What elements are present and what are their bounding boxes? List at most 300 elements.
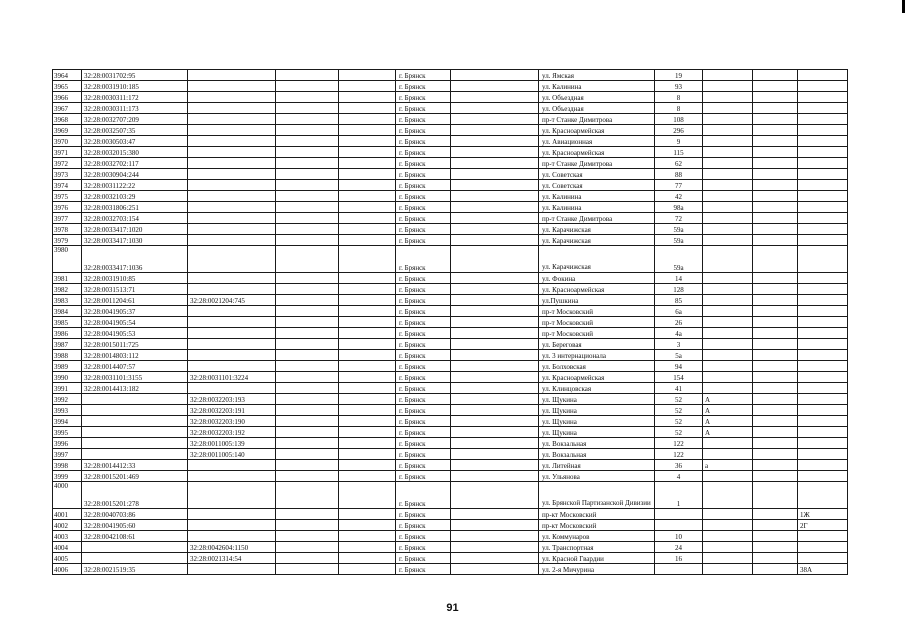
street-cell: пр-т Московский xyxy=(539,328,655,339)
street-cell: ул. Фокина xyxy=(539,273,655,284)
cadastral-number: 32:28:0033417:1030 xyxy=(82,235,188,246)
cadastral-number xyxy=(82,416,188,427)
cadastral-number xyxy=(82,427,188,438)
record-number: 3984 xyxy=(53,306,82,317)
city-cell: г. Брянск xyxy=(396,361,451,372)
empty-cell xyxy=(451,520,539,531)
city-cell: г. Брянск xyxy=(396,306,451,317)
empty-cell xyxy=(339,213,396,224)
related-cadastral-number xyxy=(188,520,276,531)
empty-cell xyxy=(339,202,396,213)
city-cell: г. Брянск xyxy=(396,542,451,553)
table-row xyxy=(53,70,848,81)
empty-cell xyxy=(753,136,798,147)
related-cadastral-number xyxy=(188,273,276,284)
house-letter-cell xyxy=(703,158,753,169)
city-cell: г. Брянск xyxy=(396,213,451,224)
city-cell: г. Брянск xyxy=(396,136,451,147)
table-row xyxy=(53,202,848,213)
city-cell: г. Брянск xyxy=(396,339,451,350)
cadastral-number: 32:28:0033417:1020 xyxy=(82,224,188,235)
empty-cell xyxy=(276,405,339,416)
record-number: 3998 xyxy=(53,460,82,471)
empty-cell xyxy=(753,235,798,246)
empty-cell xyxy=(753,180,798,191)
record-number: 3982 xyxy=(53,284,82,295)
house-letter-cell xyxy=(703,273,753,284)
related-cadastral-number xyxy=(188,180,276,191)
street-cell: ул.Пушкина xyxy=(539,295,655,306)
street-cell: ул. Коммунаров xyxy=(539,531,655,542)
street-cell: ул. Авиационная xyxy=(539,136,655,147)
house-letter-cell xyxy=(703,202,753,213)
house-number-cell: 6а xyxy=(655,306,703,317)
empty-cell xyxy=(451,460,539,471)
record-number: 3979 xyxy=(53,235,82,246)
table-row xyxy=(53,246,848,273)
related-cadastral-number xyxy=(188,531,276,542)
record-number: 4000 xyxy=(53,482,82,509)
house-letter-cell: а xyxy=(703,460,753,471)
empty-cell xyxy=(753,114,798,125)
house-number-cell: 9 xyxy=(655,136,703,147)
table-row xyxy=(53,460,848,471)
cadastral-number: 32:28:0021519:35 xyxy=(82,564,188,575)
page-number: 91 xyxy=(446,602,459,614)
empty-cell xyxy=(276,564,339,575)
table-row xyxy=(53,361,848,372)
empty-cell xyxy=(339,350,396,361)
street-cell: пр-кт Московский xyxy=(539,509,655,520)
record-number: 3970 xyxy=(53,136,82,147)
empty-cell xyxy=(753,394,798,405)
empty-cell xyxy=(753,246,798,273)
cadastral-number: 32:28:0030311:172 xyxy=(82,92,188,103)
table-row xyxy=(53,180,848,191)
city-cell: г. Брянск xyxy=(396,180,451,191)
street-cell: пр-т Станке Димитрова xyxy=(539,114,655,125)
city-cell: г. Брянск xyxy=(396,147,451,158)
empty-cell xyxy=(753,471,798,482)
related-cadastral-number xyxy=(188,169,276,180)
building-cell xyxy=(798,81,848,92)
cadastral-number xyxy=(82,449,188,460)
empty-cell xyxy=(451,295,539,306)
empty-cell xyxy=(276,70,339,81)
empty-cell xyxy=(339,158,396,169)
empty-cell xyxy=(451,284,539,295)
building-cell: 1Ж xyxy=(798,509,848,520)
street-cell: ул. Красноармейская xyxy=(539,147,655,158)
related-cadastral-number: 32:28:0032203:190 xyxy=(188,416,276,427)
building-cell xyxy=(798,273,848,284)
related-cadastral-number: 32:28:0021314:54 xyxy=(188,553,276,564)
house-letter-cell xyxy=(703,542,753,553)
empty-cell xyxy=(276,317,339,328)
house-number-cell: 94 xyxy=(655,361,703,372)
street-cell: ул. Ямская xyxy=(539,70,655,81)
empty-cell xyxy=(276,383,339,394)
empty-cell xyxy=(276,520,339,531)
empty-cell xyxy=(451,103,539,114)
building-cell xyxy=(798,92,848,103)
empty-cell xyxy=(339,70,396,81)
empty-cell xyxy=(451,542,539,553)
city-cell: г. Брянск xyxy=(396,328,451,339)
street-cell: пр-кт Московский xyxy=(539,520,655,531)
city-cell: г. Брянск xyxy=(396,460,451,471)
table-row xyxy=(53,224,848,235)
register-body xyxy=(53,70,848,575)
cadastral-number: 32:28:0015201:278 xyxy=(82,482,188,509)
cadastral-number: 32:28:0030503:47 xyxy=(82,136,188,147)
house-number-cell: 122 xyxy=(655,438,703,449)
empty-cell xyxy=(451,317,539,328)
table-row xyxy=(53,394,848,405)
building-cell xyxy=(798,361,848,372)
street-cell: ул. Щукина xyxy=(539,394,655,405)
empty-cell xyxy=(451,372,539,383)
city-cell: г. Брянск xyxy=(396,158,451,169)
record-number: 3997 xyxy=(53,449,82,460)
related-cadastral-number xyxy=(188,564,276,575)
street-cell: ул. Карачижская xyxy=(539,224,655,235)
table-row xyxy=(53,449,848,460)
record-number: 3977 xyxy=(53,213,82,224)
house-number-cell: 5а xyxy=(655,350,703,361)
empty-cell xyxy=(753,306,798,317)
record-number: 3969 xyxy=(53,125,82,136)
empty-cell xyxy=(451,531,539,542)
cadastral-number: 32:28:0031910:85 xyxy=(82,273,188,284)
table-row xyxy=(53,158,848,169)
related-cadastral-number xyxy=(188,191,276,202)
empty-cell xyxy=(339,328,396,339)
city-cell: г. Брянск xyxy=(396,273,451,284)
empty-cell xyxy=(451,92,539,103)
city-cell: г. Брянск xyxy=(396,246,451,273)
empty-cell xyxy=(451,350,539,361)
house-letter-cell xyxy=(703,449,753,460)
building-cell xyxy=(798,328,848,339)
empty-cell xyxy=(753,405,798,416)
house-letter-cell: А xyxy=(703,394,753,405)
empty-cell xyxy=(339,509,396,520)
house-letter-cell xyxy=(703,125,753,136)
city-cell: г. Брянск xyxy=(396,284,451,295)
empty-cell xyxy=(276,306,339,317)
empty-cell xyxy=(451,361,539,372)
city-cell: г. Брянск xyxy=(396,70,451,81)
empty-cell xyxy=(339,405,396,416)
city-cell: г. Брянск xyxy=(396,405,451,416)
empty-cell xyxy=(451,427,539,438)
empty-cell xyxy=(339,553,396,564)
street-cell: ул. Объездная xyxy=(539,103,655,114)
city-cell: г. Брянск xyxy=(396,114,451,125)
record-number: 4004 xyxy=(53,542,82,553)
table-row xyxy=(53,147,848,158)
related-cadastral-number: 32:28:0021204:745 xyxy=(188,295,276,306)
building-cell xyxy=(798,531,848,542)
empty-cell xyxy=(276,553,339,564)
table-row xyxy=(53,372,848,383)
building-cell xyxy=(798,317,848,328)
related-cadastral-number xyxy=(188,284,276,295)
house-letter-cell xyxy=(703,136,753,147)
empty-cell xyxy=(339,460,396,471)
record-number: 3999 xyxy=(53,471,82,482)
city-cell: г. Брянск xyxy=(396,103,451,114)
house-letter-cell xyxy=(703,70,753,81)
house-number-cell: 19 xyxy=(655,70,703,81)
street-cell: ул. Береговая xyxy=(539,339,655,350)
empty-cell xyxy=(753,158,798,169)
house-letter-cell: А xyxy=(703,427,753,438)
empty-cell xyxy=(753,372,798,383)
record-number: 3971 xyxy=(53,147,82,158)
empty-cell xyxy=(339,372,396,383)
related-cadastral-number xyxy=(188,383,276,394)
street-cell: ул. Вокзальная xyxy=(539,449,655,460)
empty-cell xyxy=(339,306,396,317)
empty-cell xyxy=(451,339,539,350)
street-cell: ул. Болховская xyxy=(539,361,655,372)
house-number-cell xyxy=(655,564,703,575)
empty-cell xyxy=(276,180,339,191)
house-letter-cell xyxy=(703,520,753,531)
house-number-cell: 59а xyxy=(655,235,703,246)
building-cell xyxy=(798,136,848,147)
city-cell: г. Брянск xyxy=(396,394,451,405)
empty-cell xyxy=(753,81,798,92)
street-cell: ул. Красной Гвардии xyxy=(539,553,655,564)
building-cell: 38А xyxy=(798,564,848,575)
empty-cell xyxy=(753,103,798,114)
empty-cell xyxy=(339,81,396,92)
city-cell: г. Брянск xyxy=(396,295,451,306)
record-number: 3966 xyxy=(53,92,82,103)
empty-cell xyxy=(276,295,339,306)
building-cell xyxy=(798,180,848,191)
empty-cell xyxy=(753,191,798,202)
empty-cell xyxy=(339,531,396,542)
record-number: 3991 xyxy=(53,383,82,394)
building-cell xyxy=(798,460,848,471)
empty-cell xyxy=(753,482,798,509)
street-cell: ул. Объездная xyxy=(539,92,655,103)
house-number-cell: 41 xyxy=(655,383,703,394)
building-cell xyxy=(798,125,848,136)
empty-cell xyxy=(276,328,339,339)
house-number-cell: 16 xyxy=(655,553,703,564)
empty-cell xyxy=(339,427,396,438)
record-number: 3983 xyxy=(53,295,82,306)
empty-cell xyxy=(753,70,798,81)
record-number: 3994 xyxy=(53,416,82,427)
cadastral-number: 32:28:0041905:53 xyxy=(82,328,188,339)
cadastral-number: 32:28:0014803:112 xyxy=(82,350,188,361)
city-cell: г. Брянск xyxy=(396,520,451,531)
record-number: 3978 xyxy=(53,224,82,235)
related-cadastral-number xyxy=(188,460,276,471)
street-cell: ул. Литейная xyxy=(539,460,655,471)
empty-cell xyxy=(451,169,539,180)
cadastral-number: 32:28:0031806:251 xyxy=(82,202,188,213)
house-number-cell: 98а xyxy=(655,202,703,213)
house-letter-cell xyxy=(703,339,753,350)
register-sheet xyxy=(52,69,848,575)
house-letter-cell xyxy=(703,213,753,224)
empty-cell xyxy=(339,295,396,306)
city-cell: г. Брянск xyxy=(396,438,451,449)
empty-cell xyxy=(339,383,396,394)
table-row xyxy=(53,438,848,449)
empty-cell xyxy=(339,246,396,273)
street-cell: пр-т Станке Димитрова xyxy=(539,213,655,224)
empty-cell xyxy=(451,449,539,460)
cadastral-number: 32:28:0041905:37 xyxy=(82,306,188,317)
building-cell xyxy=(798,471,848,482)
table-row xyxy=(53,81,848,92)
related-cadastral-number xyxy=(188,213,276,224)
empty-cell xyxy=(339,169,396,180)
empty-cell xyxy=(276,235,339,246)
empty-cell xyxy=(339,235,396,246)
empty-cell xyxy=(753,350,798,361)
house-letter-cell xyxy=(703,509,753,520)
building-cell xyxy=(798,438,848,449)
related-cadastral-number xyxy=(188,471,276,482)
house-letter-cell xyxy=(703,114,753,125)
empty-cell xyxy=(339,147,396,158)
house-letter-cell xyxy=(703,191,753,202)
city-cell: г. Брянск xyxy=(396,449,451,460)
house-number-cell: 128 xyxy=(655,284,703,295)
empty-cell xyxy=(451,273,539,284)
empty-cell xyxy=(339,339,396,350)
house-letter-cell xyxy=(703,92,753,103)
empty-cell xyxy=(276,531,339,542)
empty-cell xyxy=(276,273,339,284)
record-number: 3992 xyxy=(53,394,82,405)
empty-cell xyxy=(276,482,339,509)
empty-cell xyxy=(753,295,798,306)
related-cadastral-number xyxy=(188,70,276,81)
empty-cell xyxy=(753,361,798,372)
empty-cell xyxy=(276,158,339,169)
empty-cell xyxy=(276,169,339,180)
related-cadastral-number: 32:28:0032203:191 xyxy=(188,405,276,416)
empty-cell xyxy=(451,136,539,147)
table-row xyxy=(53,383,848,394)
related-cadastral-number xyxy=(188,114,276,125)
empty-cell xyxy=(339,125,396,136)
related-cadastral-number: 32:28:0032203:192 xyxy=(188,427,276,438)
empty-cell xyxy=(753,273,798,284)
related-cadastral-number: 32:28:0011005:140 xyxy=(188,449,276,460)
building-cell xyxy=(798,147,848,158)
cadastral-number: 32:28:0033417:1036 xyxy=(82,246,188,273)
empty-cell xyxy=(451,235,539,246)
empty-cell xyxy=(451,81,539,92)
building-cell xyxy=(798,191,848,202)
building-cell xyxy=(798,394,848,405)
empty-cell xyxy=(276,361,339,372)
city-cell: г. Брянск xyxy=(396,224,451,235)
empty-cell xyxy=(339,542,396,553)
city-cell: г. Брянск xyxy=(396,169,451,180)
city-cell: г. Брянск xyxy=(396,125,451,136)
cadastral-number: 32:28:0032703:154 xyxy=(82,213,188,224)
city-cell: г. Брянск xyxy=(396,372,451,383)
building-cell xyxy=(798,372,848,383)
cadastral-number: 32:28:0040703:86 xyxy=(82,509,188,520)
related-cadastral-number xyxy=(188,482,276,509)
empty-cell xyxy=(753,460,798,471)
street-cell: ул. Клинцовская xyxy=(539,383,655,394)
empty-cell xyxy=(451,328,539,339)
empty-cell xyxy=(339,103,396,114)
house-letter-cell xyxy=(703,284,753,295)
building-cell xyxy=(798,350,848,361)
table-row xyxy=(53,509,848,520)
street-cell: пр-т Московский xyxy=(539,317,655,328)
related-cadastral-number xyxy=(188,202,276,213)
building-cell xyxy=(798,383,848,394)
empty-cell xyxy=(339,416,396,427)
record-number: 3988 xyxy=(53,350,82,361)
empty-cell xyxy=(339,520,396,531)
house-letter-cell xyxy=(703,383,753,394)
house-letter-cell xyxy=(703,306,753,317)
city-cell: г. Брянск xyxy=(396,383,451,394)
table-row xyxy=(53,317,848,328)
house-letter-cell xyxy=(703,553,753,564)
empty-cell xyxy=(276,246,339,273)
record-number: 3976 xyxy=(53,202,82,213)
street-cell: ул. 2-я Мичурина xyxy=(539,564,655,575)
house-number-cell: 42 xyxy=(655,191,703,202)
empty-cell xyxy=(276,460,339,471)
empty-cell xyxy=(276,542,339,553)
related-cadastral-number xyxy=(188,147,276,158)
empty-cell xyxy=(276,147,339,158)
cadastral-number: 32:28:0014413:182 xyxy=(82,383,188,394)
building-cell xyxy=(798,306,848,317)
empty-cell xyxy=(451,383,539,394)
house-number-cell: 72 xyxy=(655,213,703,224)
street-cell: ул. Советская xyxy=(539,180,655,191)
cadastral-number: 32:28:0015011:725 xyxy=(82,339,188,350)
empty-cell xyxy=(451,147,539,158)
cadastral-number: 32:28:0032702:117 xyxy=(82,158,188,169)
table-row xyxy=(53,295,848,306)
cadastral-number xyxy=(82,553,188,564)
empty-cell xyxy=(753,438,798,449)
record-number: 3987 xyxy=(53,339,82,350)
street-cell: ул. Красноармейская xyxy=(539,125,655,136)
city-cell: г. Брянск xyxy=(396,564,451,575)
empty-cell xyxy=(451,482,539,509)
table-row xyxy=(53,564,848,575)
table-row xyxy=(53,531,848,542)
cadastral-number: 32:28:0042108:61 xyxy=(82,531,188,542)
building-cell xyxy=(798,114,848,125)
empty-cell xyxy=(339,191,396,202)
street-cell: ул. Карачижская xyxy=(539,235,655,246)
empty-cell xyxy=(753,224,798,235)
